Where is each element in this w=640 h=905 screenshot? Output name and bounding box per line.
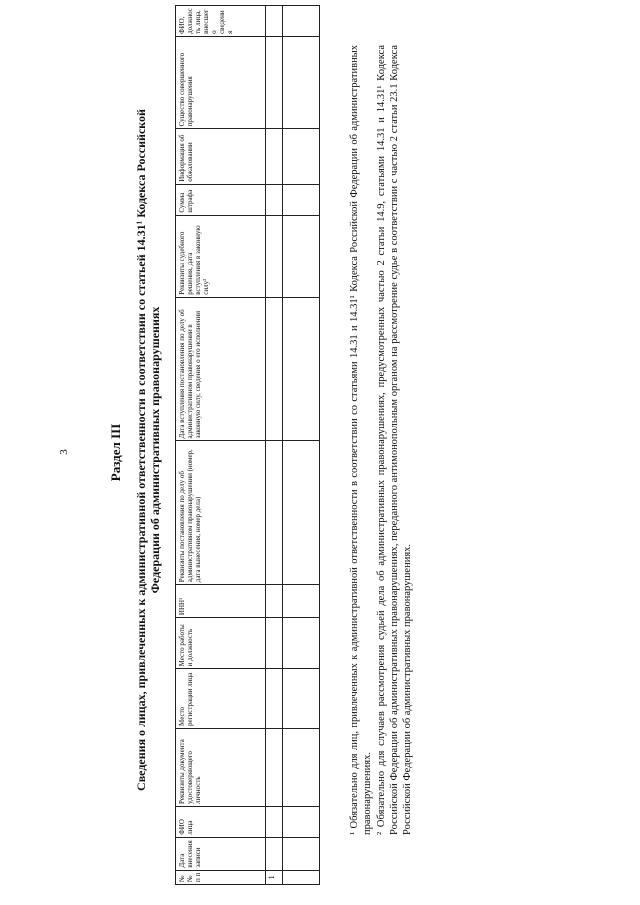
row-number-cell: 1 [266,870,283,884]
table-cell [283,215,320,297]
table-cell [283,870,320,884]
table-header-row [176,6,266,885]
section-title: Раздел III [108,423,123,482]
table-cell [266,618,283,669]
table-cell [266,6,283,37]
footnotes [348,45,415,835]
col-header-appeal-info: Информация об обжаловании [176,129,266,184]
table-cell [283,184,320,215]
col-header-resolution-details: Реквизиты постановления по делу об административном правонарушении (номер, дата вынесения, номер дела) [176,441,266,585]
col-header-registration-place: Место регистрации лица [176,669,266,729]
col-header-entry-date: Дата внесения записи [176,837,266,870]
table-cell [283,441,320,585]
col-header-workplace: Место работы и должность [176,618,266,669]
table-cell [283,6,320,37]
table-row [266,6,283,885]
table-cell [283,618,320,669]
col-header-court-decision: Реквизиты судебного решения, дата вступления в законную силу² [176,215,266,297]
heading-line-2: Федерации об административных правонарушениях [148,306,162,594]
table-cell [283,585,320,618]
heading-line-1: Сведения о лицах, привлеченных к административной ответственности в соответствии со статьей 14.31¹ Кодекса Российской [134,109,148,791]
table-cell [283,297,320,441]
table-cell [283,36,320,128]
table-cell [266,585,283,618]
table-cell [266,669,283,729]
col-header-number: № № п п [176,870,266,884]
col-header-offense-essence: Существо совершенного правонарушения [176,36,266,128]
col-header-recorder: ФИО, должность лица, внесшего сведения [176,6,266,37]
table-cell [266,36,283,128]
col-header-person-name: ФИО лица [176,806,266,837]
table-cell [283,728,320,806]
footnote-1: ¹ Обязательно для лиц, привлеченных к административной ответственности в соответствии со статьями 14.31 и 14.31¹ Кодекса Российской Федерации об административных правонарушениях. [349,45,373,835]
table-row [283,6,320,885]
register-table [175,5,320,885]
table-cell [266,441,283,585]
table-cell [266,806,283,837]
table-cell [266,297,283,441]
table-cell [283,806,320,837]
col-header-resolution-effective-date: Дата вступления постановления по делу об административном правонарушении в законную силу, сведения о его исполнении [176,297,266,441]
footnote-2: ² Обязательно для случаев рассмотрения судьей дела об административных правонарушениях, предусмотренных частью 2 статьи 14.9, статьями 14.31 и 14.31¹ Кодекса Российской Федерации об административных правонарушениях, переданного антимонопольным органом на рассмотрение судье в соответствии с частью 2 статьи 23.1 Кодекса Российской Федерации об административных правонарушениях. [376,45,413,835]
col-header-inn: ИНН¹ [176,585,266,618]
table-cell [266,184,283,215]
table-cell [266,129,283,184]
table-cell [283,837,320,870]
table-cell [266,728,283,806]
table-cell [266,837,283,870]
page-number: 3 [58,449,70,455]
table-cell [266,215,283,297]
table-cell [283,129,320,184]
col-header-id-document: Реквизиты документа удостоверяющего личность [176,728,266,806]
table-cell [283,669,320,729]
document-heading [134,35,162,865]
col-header-fine-amount: Сумма штрафа [176,184,266,215]
